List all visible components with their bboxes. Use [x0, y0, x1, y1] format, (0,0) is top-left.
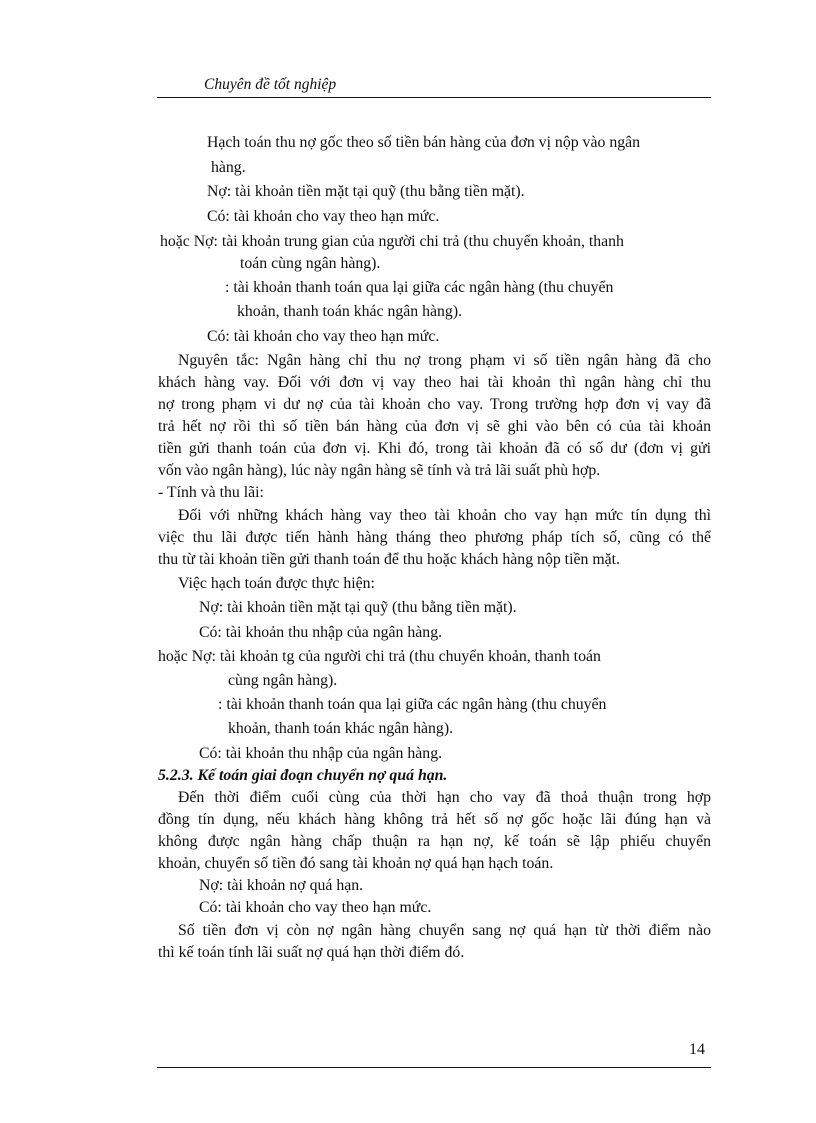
- text-line: : tài khoản thanh toán qua lại giữa các ngân hàng (thu chuyển: [225, 279, 614, 296]
- text-line: Nợ: tài khoản tiền mặt tại quỹ (thu bằng tiền mặt).: [207, 183, 525, 200]
- paragraph-line: đồng tín dụng, nếu khách hàng không trả hết số nợ gốc hoặc lãi đúng hạn và: [158, 811, 711, 828]
- paragraph-line: Số tiền đơn vị còn nợ ngân hàng chuyển sang nợ quá hạn từ thời điểm nào: [178, 922, 711, 939]
- text-line: Có: tài khoản cho vay theo hạn mức.: [207, 208, 440, 225]
- text-line: hoặc Nợ: tài khoản tg của người chi trả (thu chuyển khoản, thanh toán: [158, 648, 601, 665]
- text-line: Nợ: tài khoản nợ quá hạn.: [199, 877, 364, 894]
- section-heading: 5.2.3. Kế toán giai đoạn chuyển nợ quá hạn.: [158, 767, 448, 784]
- paragraph-line: thì kế toán tính lãi suất nợ quá hạn thời điểm đó.: [158, 944, 465, 961]
- paragraph-line: khoản, chuyển số tiền đó sang tài khoản nợ quá hạn hạch toán.: [158, 855, 554, 872]
- text-line: Nợ: tài khoản tiền mặt tại quỹ (thu bằng tiền mặt).: [199, 599, 517, 616]
- paragraph-line: Đến thời điểm cuối cùng của thời hạn cho vay đã thoả thuận trong hợp: [178, 789, 711, 806]
- text-line: cùng ngân hàng).: [228, 672, 338, 689]
- list-item: - Tính và thu lãi:: [158, 484, 264, 501]
- header-rule: [157, 97, 711, 98]
- text-line: : tài khoản thanh toán qua lại giữa các ngân hàng (thu chuyển: [218, 696, 607, 713]
- text-line: hoặc Nợ: tài khoản trung gian của người chi trả (thu chuyển khoản, thanh: [160, 233, 624, 250]
- text-line: Hạch toán thu nợ gốc theo số tiền bán hàng của đơn vị nộp vào ngân: [207, 134, 641, 151]
- page-number: 14: [689, 1041, 705, 1058]
- paragraph-line: tiền gửi thanh toán của đơn vị. Khi đó, trong tài khoản đã có số dư (đơn vị gửi: [158, 440, 711, 457]
- text-line: Có: tài khoản cho vay theo hạn mức.: [207, 328, 440, 345]
- text-line: khoản, thanh toán khác ngân hàng).: [237, 303, 463, 320]
- footer-rule: [157, 1067, 711, 1068]
- paragraph-line: trả hết nợ rồi thì số tiền bán hàng của đơn vị sẽ ghi vào bên có của tài khoản: [158, 418, 711, 435]
- paragraph-line: khách hàng vay. Đối với đơn vị vay theo hai tài khoản thì ngân hàng chỉ thu: [158, 374, 711, 391]
- text-line: Có: tài khoản thu nhập của ngân hàng.: [199, 745, 443, 762]
- paragraph-line: vốn vào ngân hàng), lúc này ngân hàng sẽ tính và trả lãi suất phù hợp.: [158, 462, 601, 479]
- text-line: Có: tài khoản cho vay theo hạn mức.: [199, 899, 432, 916]
- text-line: Có: tài khoản thu nhập của ngân hàng.: [199, 624, 443, 641]
- paragraph-line: không được ngân hàng chấp thuận ra hạn nợ, kế toán sẽ lập phiếu chuyển: [158, 833, 711, 850]
- paragraph-line: Đối với những khách hàng vay theo tài khoản cho vay hạn mức tín dụng thì: [178, 507, 711, 524]
- paragraph-line: nợ trong phạm vi dư nợ của tài khoản cho vay. Trong trường hợp đơn vị vay đã: [158, 396, 711, 413]
- paragraph-line: việc thu lãi được tiến hành hàng tháng theo phương pháp tích số, cũng có thể: [158, 529, 711, 546]
- page-header-title: Chuyên đề tốt nghiệp: [204, 76, 337, 93]
- text-line: khoản, thanh toán khác ngân hàng).: [228, 720, 454, 737]
- text-line: Việc hạch toán được thực hiện:: [178, 575, 375, 592]
- paragraph-line: thu từ tài khoản tiền gửi thanh toán để thu hoặc khách hàng nộp tiền mặt.: [158, 551, 620, 568]
- text-line: hàng.: [211, 159, 246, 176]
- text-line: toán cùng ngân hàng).: [240, 255, 381, 272]
- paragraph-line: Nguyên tắc: Ngân hàng chỉ thu nợ trong phạm vi số tiền ngân hàng đã cho: [178, 352, 711, 369]
